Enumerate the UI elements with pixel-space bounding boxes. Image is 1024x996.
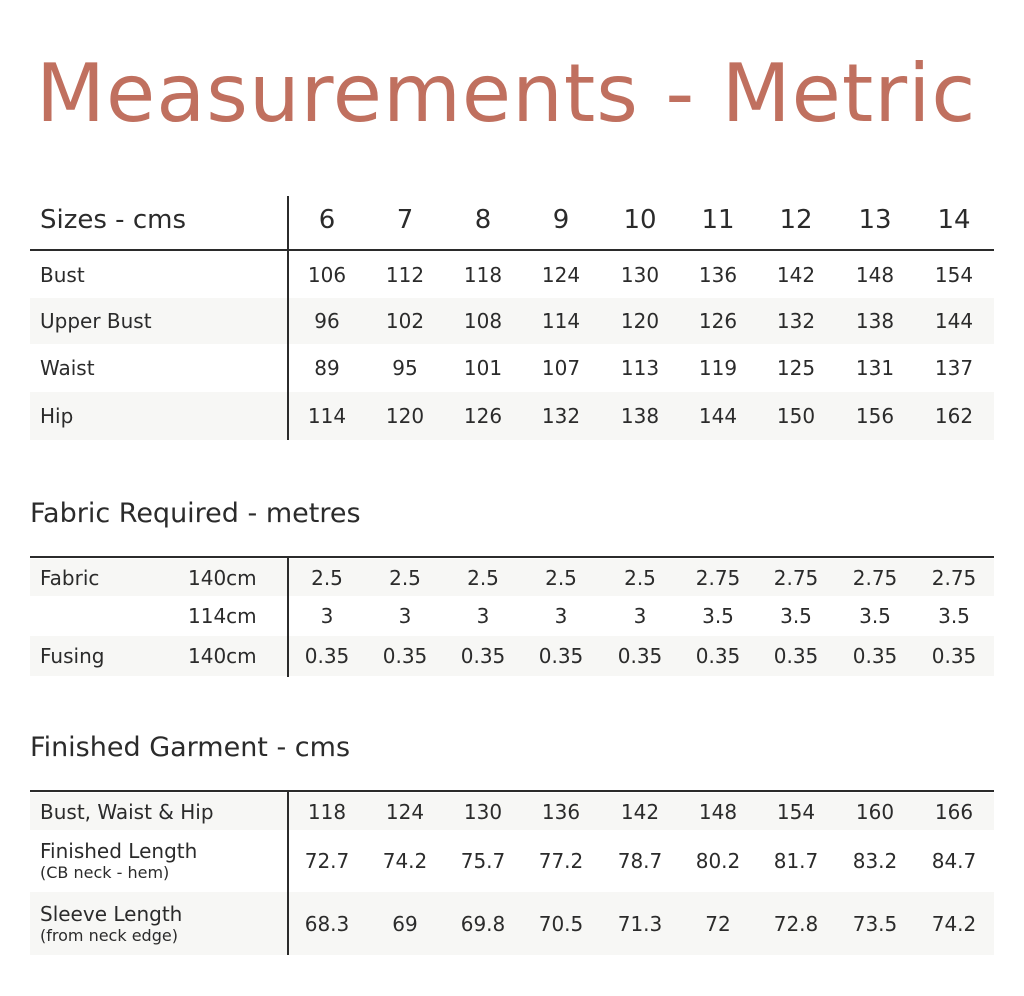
table-cell: 154 bbox=[776, 799, 816, 824]
table-cell: 114 bbox=[541, 309, 581, 333]
fabric-row bbox=[30, 636, 994, 676]
table-cell: 107 bbox=[541, 356, 581, 380]
table-cell: 96 bbox=[314, 309, 340, 333]
table-cell: 12 bbox=[779, 205, 813, 235]
table-cell: 69.8 bbox=[460, 911, 506, 936]
sizes-label: Sizes - cms bbox=[40, 205, 186, 235]
row-sublabel: (from neck edge) bbox=[40, 925, 178, 945]
table-cell: 131 bbox=[855, 356, 895, 380]
table-cell: 72 bbox=[705, 911, 731, 936]
garment-row bbox=[30, 830, 994, 892]
table-cell: 124 bbox=[541, 263, 581, 287]
table-cell: 2.5 bbox=[467, 565, 499, 590]
fabric-section-title: Fabric Required - metres bbox=[30, 498, 361, 529]
fabric-width: 114cm bbox=[188, 604, 257, 628]
table-cell: 74.2 bbox=[382, 849, 428, 873]
measurement-row bbox=[30, 298, 994, 344]
table-cell: 132 bbox=[541, 404, 581, 428]
table-cell: 3 bbox=[633, 604, 647, 628]
table-cell: 2.5 bbox=[545, 565, 577, 590]
table-cell: 84.7 bbox=[931, 849, 977, 873]
measurement-row bbox=[30, 392, 994, 440]
row-sublabel: (CB neck - hem) bbox=[40, 863, 170, 882]
table-cell: 0.35 bbox=[773, 644, 819, 668]
table-cell: 154 bbox=[934, 263, 974, 287]
table-cell: 160 bbox=[855, 799, 895, 824]
fabric-width: 140cm bbox=[188, 565, 257, 590]
table-cell: 95 bbox=[392, 356, 418, 380]
table-cell: 3.5 bbox=[859, 604, 891, 628]
table-cell: 0.35 bbox=[304, 644, 350, 668]
table-cell: 83.2 bbox=[852, 849, 898, 873]
column-divider bbox=[287, 557, 289, 677]
table-cell: 166 bbox=[934, 799, 974, 824]
garment-row bbox=[30, 793, 994, 830]
table-cell: 2.75 bbox=[852, 565, 898, 590]
table-cell: 144 bbox=[698, 404, 738, 428]
table-cell: 118 bbox=[463, 263, 503, 287]
table-cell: 11 bbox=[701, 205, 735, 235]
table-cell: 77.2 bbox=[538, 849, 584, 873]
column-divider bbox=[287, 791, 289, 955]
table-cell: 3.5 bbox=[702, 604, 734, 628]
table-cell: 7 bbox=[396, 205, 414, 235]
table-cell: 150 bbox=[776, 404, 816, 428]
table-cell: 3 bbox=[320, 604, 334, 628]
fabric-row bbox=[30, 559, 994, 596]
table-cell: 148 bbox=[855, 263, 895, 287]
table-cell: 114 bbox=[307, 404, 347, 428]
table-cell: 14 bbox=[937, 205, 971, 235]
table-cell: 2.5 bbox=[624, 565, 656, 590]
table-cell: 130 bbox=[463, 799, 503, 824]
table-cell: 3 bbox=[476, 604, 490, 628]
table-cell: 102 bbox=[385, 309, 425, 333]
measurement-row bbox=[30, 344, 994, 392]
table-cell: 119 bbox=[698, 356, 738, 380]
table-cell: 74.2 bbox=[931, 911, 977, 936]
table-cell: 120 bbox=[385, 404, 425, 428]
column-divider bbox=[287, 196, 289, 440]
table-cell: 0.35 bbox=[617, 644, 663, 668]
fabric-row bbox=[30, 596, 994, 636]
table-cell: 75.7 bbox=[460, 849, 506, 873]
page-title: Measurements - Metric bbox=[36, 47, 977, 140]
table-cell: 156 bbox=[855, 404, 895, 428]
table-cell: 2.75 bbox=[773, 565, 819, 590]
table-cell: 71.3 bbox=[617, 911, 663, 936]
table-cell: 3.5 bbox=[780, 604, 812, 628]
garment-row bbox=[30, 892, 994, 955]
fabric-divider bbox=[30, 556, 994, 558]
sizes-header-row bbox=[30, 196, 994, 244]
fabric-width: 140cm bbox=[188, 644, 257, 668]
table-cell: 126 bbox=[463, 404, 503, 428]
table-cell: 0.35 bbox=[931, 644, 977, 668]
table-cell: 78.7 bbox=[617, 849, 663, 873]
table-cell: 136 bbox=[698, 263, 738, 287]
table-cell: 2.75 bbox=[695, 565, 741, 590]
table-cell: 80.2 bbox=[695, 849, 741, 873]
table-cell: 162 bbox=[934, 404, 974, 428]
table-cell: 68.3 bbox=[304, 911, 350, 936]
table-cell: 3 bbox=[554, 604, 568, 628]
row-label: Hip bbox=[40, 404, 74, 428]
table-cell: 112 bbox=[385, 263, 425, 287]
table-cell: 138 bbox=[620, 404, 660, 428]
row-label: Bust, Waist & Hip bbox=[40, 799, 214, 824]
table-cell: 0.35 bbox=[382, 644, 428, 668]
table-cell: 8 bbox=[474, 205, 492, 235]
table-cell: 118 bbox=[307, 799, 347, 824]
row-label: Fabric bbox=[40, 565, 100, 590]
table-cell: 108 bbox=[463, 309, 503, 333]
table-cell: 137 bbox=[934, 356, 974, 380]
table-cell: 70.5 bbox=[538, 911, 584, 936]
sizes-divider bbox=[30, 249, 994, 251]
table-cell: 126 bbox=[698, 309, 738, 333]
table-cell: 113 bbox=[620, 356, 660, 380]
table-cell: 3 bbox=[398, 604, 412, 628]
row-label: Bust bbox=[40, 263, 85, 287]
table-cell: 125 bbox=[776, 356, 816, 380]
table-cell: 89 bbox=[314, 356, 340, 380]
row-label: Sleeve Length bbox=[40, 901, 183, 926]
table-cell: 81.7 bbox=[773, 849, 819, 873]
table-cell: 0.35 bbox=[852, 644, 898, 668]
table-cell: 136 bbox=[541, 799, 581, 824]
table-cell: 2.5 bbox=[389, 565, 421, 590]
table-cell: 9 bbox=[552, 205, 570, 235]
table-cell: 130 bbox=[620, 263, 660, 287]
table-cell: 142 bbox=[776, 263, 816, 287]
table-cell: 132 bbox=[776, 309, 816, 333]
garment-section-title: Finished Garment - cms bbox=[30, 732, 351, 763]
table-cell: 0.35 bbox=[460, 644, 506, 668]
table-cell: 6 bbox=[318, 205, 336, 235]
table-cell: 72.7 bbox=[304, 849, 350, 873]
table-cell: 73.5 bbox=[852, 911, 898, 936]
measurement-row bbox=[30, 252, 994, 298]
table-cell: 0.35 bbox=[538, 644, 584, 668]
table-cell: 106 bbox=[307, 263, 347, 287]
row-label-group bbox=[40, 830, 197, 892]
row-label: Fusing bbox=[40, 644, 105, 668]
table-cell: 72.8 bbox=[773, 911, 819, 936]
table-cell: 69 bbox=[392, 911, 418, 936]
table-cell: 0.35 bbox=[695, 644, 741, 668]
table-cell: 3.5 bbox=[938, 604, 970, 628]
table-cell: 120 bbox=[620, 309, 660, 333]
garment-divider bbox=[30, 790, 994, 792]
table-cell: 138 bbox=[855, 309, 895, 333]
table-cell: 13 bbox=[858, 205, 892, 235]
table-cell: 144 bbox=[934, 309, 974, 333]
row-label: Upper Bust bbox=[40, 309, 152, 333]
table-cell: 2.5 bbox=[311, 565, 343, 590]
table-cell: 124 bbox=[385, 799, 425, 824]
row-label: Finished Length bbox=[40, 839, 198, 863]
table-cell: 142 bbox=[620, 799, 660, 824]
table-cell: 2.75 bbox=[931, 565, 977, 590]
row-label: Waist bbox=[40, 356, 95, 380]
table-cell: 148 bbox=[698, 799, 738, 824]
table-cell: 10 bbox=[623, 205, 657, 235]
row-label-group bbox=[40, 892, 182, 955]
table-cell: 101 bbox=[463, 356, 503, 380]
